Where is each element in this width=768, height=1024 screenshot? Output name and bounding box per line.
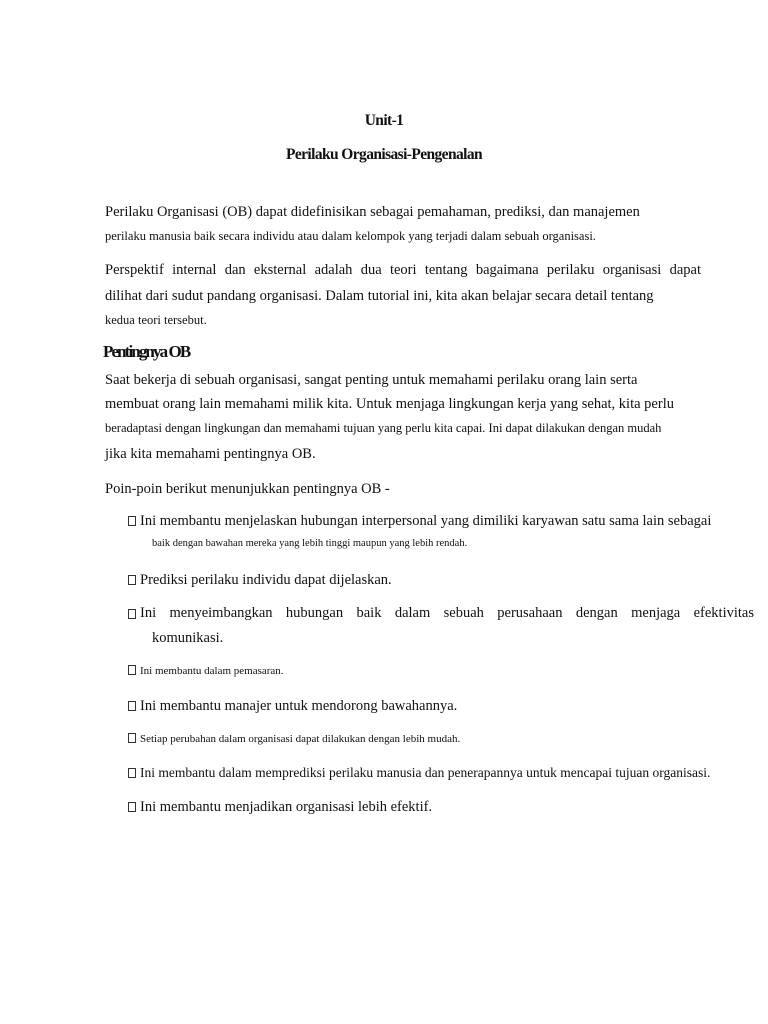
list-item: Ini membantu dalam pemasaran. <box>128 665 284 677</box>
paragraph-line: membuat orang lain memahami milik kita. Untuk menjaga lingkungan kerja yang sehat, kita perlu <box>105 396 674 412</box>
paragraph-line: dilihat dari sudut pandang organisasi. Dalam tutorial ini, kita akan belajar secara detail tentang <box>105 288 654 304</box>
bullet-box-icon <box>128 516 136 526</box>
paragraph-line: Perilaku Organisasi (OB) dapat didefinisikan sebagai pemahaman, prediksi, dan manajemen <box>105 204 640 220</box>
list-item-continuation: komunikasi. <box>152 630 224 646</box>
paragraph-line: perilaku manusia baik secara individu atau dalam kelompok yang terjadi dalam sebuah organisasi. <box>105 229 596 243</box>
bullet-box-icon <box>128 609 136 619</box>
paragraph-line: Saat bekerja di sebuah organisasi, sangat penting untuk memahami perilaku orang lain serta <box>105 372 638 388</box>
paragraph-line: kedua teori tersebut. <box>105 313 207 327</box>
document-title: Unit-1 <box>364 112 404 129</box>
bullet-box-icon <box>128 665 136 675</box>
bullet-box-icon <box>128 701 136 711</box>
bullet-box-icon <box>128 733 136 743</box>
list-item: Ini membantu menjelaskan hubungan interpersonal yang dimiliki karyawan satu sama lain sebagai <box>128 513 711 530</box>
list-item: Setiap perubahan dalam organisasi dapat dilakukan dengan lebih mudah. <box>128 733 460 745</box>
list-item: Ini membantu dalam memprediksi perilaku manusia dan penerapannya untuk mencapai tujuan organisasi. <box>128 765 710 781</box>
paragraph-line: beradaptasi dengan lingkungan dan memahami tujuan yang perlu kita capai. Ini dapat dilakukan dengan mudah <box>105 421 662 435</box>
document-subtitle: Perilaku Organisasi-Pengenalan <box>286 146 482 163</box>
bullet-box-icon <box>128 802 136 812</box>
paragraph-line: jika kita memahami pentingnya OB. <box>105 446 316 462</box>
bullet-box-icon <box>128 768 136 778</box>
list-item: Ini menyeimbangkan hubungan baik dalam sebuah perusahaan dengan menjaga efektivitas <box>128 605 754 622</box>
list-item: Ini membantu menjadikan organisasi lebih efektif. <box>128 799 432 816</box>
list-item: Prediksi perilaku individu dapat dijelaskan. <box>128 572 392 589</box>
section-heading: Pentingnya OB <box>103 342 190 361</box>
list-item-continuation: baik dengan bawahan mereka yang lebih tinggi maupun yang lebih rendah. <box>152 538 468 549</box>
bullet-box-icon <box>128 575 136 585</box>
paragraph-line: Perspektif internal dan eksternal adalah dua teori tentang bagaimana perilaku organisasi dapat <box>105 262 701 278</box>
list-intro: Poin-poin berikut menunjukkan pentingnya OB - <box>105 481 390 497</box>
list-item: Ini membantu manajer untuk mendorong bawahannya. <box>128 698 457 715</box>
